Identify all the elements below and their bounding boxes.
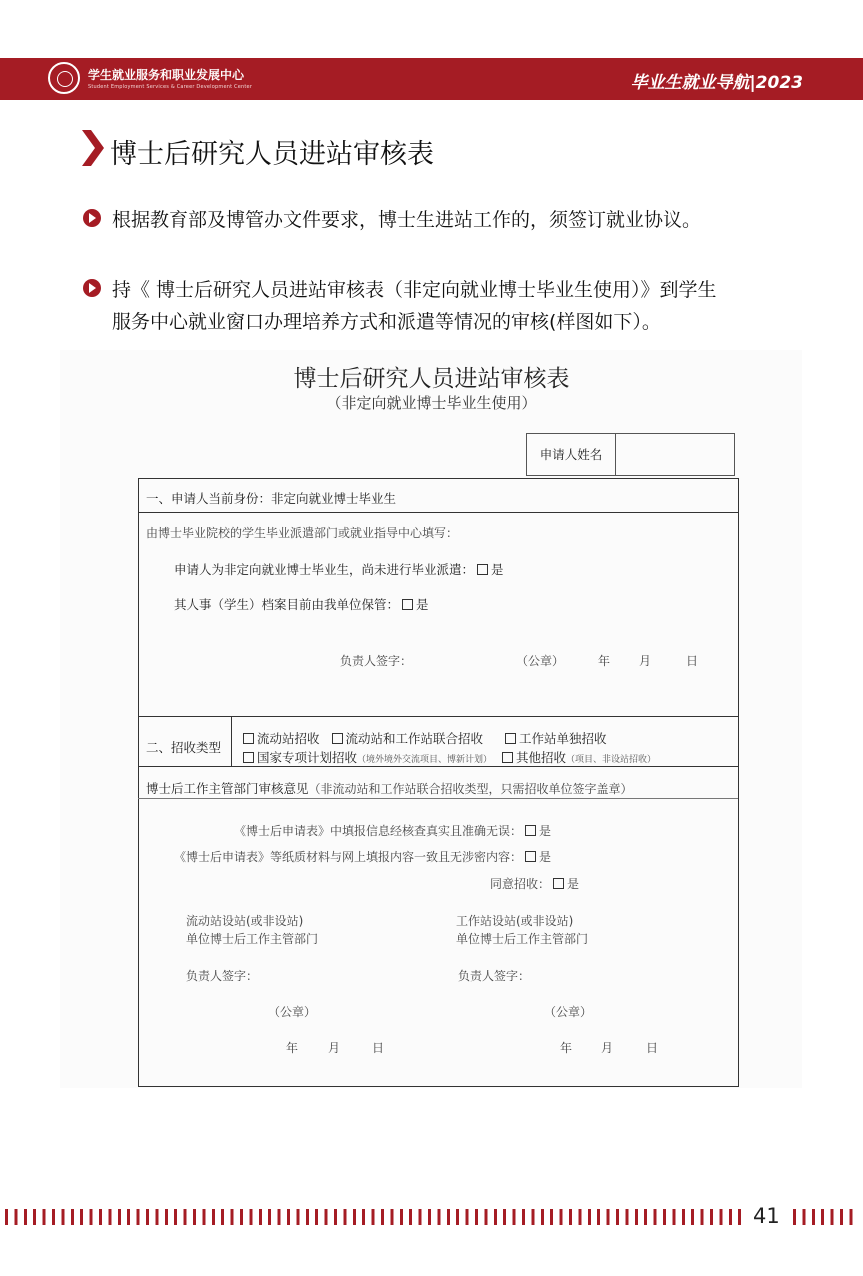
checkbox: [477, 564, 488, 575]
paragraph-2-line-1: 持《 博士后研究人员进站审核表（非定向就业博士毕业生使用）》到学生: [112, 279, 717, 301]
play-bullet-icon: [83, 279, 101, 297]
chevron-right-icon: [82, 130, 104, 166]
checkbox: [243, 752, 254, 763]
date-day: 日: [686, 654, 699, 668]
date-month: 月: [601, 1041, 614, 1055]
checkbox: [525, 825, 536, 836]
footer-decoration: [793, 1209, 855, 1225]
org-name-en: Student Employment Services & Career Development Center: [88, 84, 253, 90]
checkbox: [332, 733, 343, 744]
section3-heading: 博士后工作主管部门审核意见（非流动站和工作站联合招收类型，只需招收单位签字盖章）: [146, 781, 633, 796]
page-title: 博士后研究人员进站审核表: [110, 139, 434, 170]
date-day: 日: [372, 1041, 385, 1055]
section3-check-3: 同意招收： 是: [490, 877, 580, 891]
right-sign-label: 负责人签字：: [458, 969, 531, 983]
form-subtitle: （非定向就业博士毕业生使用）: [326, 394, 537, 412]
section1-question-1: 申请人为非定向就业博士毕业生，尚未进行毕业派遣： 是: [174, 562, 504, 577]
left-seal: （公章）: [268, 1005, 317, 1019]
date-month: 月: [639, 654, 652, 668]
university-logo-icon: [48, 62, 80, 94]
org-name: 学生就业服务和职业发展中心: [88, 68, 245, 82]
section3-check-1: 《博士后申请表》中填报信息经核查真实且准确无误： 是: [234, 824, 552, 838]
divider: [231, 716, 232, 766]
section3-check-2: 《博士后申请表》等纸质材料与网上填报内容一致且无涉密内容： 是: [174, 850, 552, 864]
checkbox: [525, 851, 536, 862]
right-dept-line-2: 单位博士后工作主管部门: [456, 932, 589, 946]
date-year: 年: [286, 1041, 299, 1055]
section1-question-2: 其人事（学生）档案目前由我单位保管： 是: [174, 597, 429, 612]
checkbox: [243, 733, 254, 744]
checkbox: [502, 752, 513, 763]
left-sign-label: 负责人签字：: [186, 969, 259, 983]
divider: [138, 798, 738, 799]
divider: [138, 1086, 738, 1087]
divider: [138, 766, 738, 767]
applicant-name-label: 申请人姓名: [527, 434, 616, 475]
divider: [138, 512, 738, 513]
date-day: 日: [646, 1041, 659, 1055]
page-number: 41: [753, 1204, 780, 1228]
applicant-name-box: [526, 433, 735, 476]
checkbox: [505, 733, 516, 744]
section1-seal: （公章）: [516, 654, 565, 668]
checkbox: [402, 599, 413, 610]
paragraph-1: 根据教育部及博管办文件要求，博士生进站工作的，须签订就业协议。: [112, 209, 702, 231]
checkbox: [553, 878, 564, 889]
play-bullet-icon: [83, 209, 101, 227]
divider: [138, 716, 738, 717]
section2-options-row-1: 流动站招收 流动站和工作站联合招收 工作站单独招收: [240, 729, 607, 747]
footer-decoration: [5, 1209, 745, 1225]
right-dept-line-1: 工作站设站(或非设站): [456, 914, 574, 928]
section2-heading: 二、招收类型: [146, 740, 222, 755]
guide-title: 毕业生就业导航|2023: [630, 73, 803, 93]
section1-sign-label: 负责人签字：: [340, 654, 413, 668]
left-dept-line-2: 单位博士后工作主管部门: [186, 932, 319, 946]
form-title: 博士后研究人员进站审核表: [293, 366, 570, 392]
left-dept-line-1: 流动站设站(或非设站): [186, 914, 304, 928]
date-month: 月: [328, 1041, 341, 1055]
paragraph-2-line-2: 服务中心就业窗口办理培养方式和派遣等情况的审核(样图如下）。: [112, 311, 661, 333]
date-year: 年: [560, 1041, 573, 1055]
section2-options-row-2: 国家专项计划招收（境外境外交流项目、博新计划） 其他招收（项目、非设站招收）: [240, 748, 656, 766]
section1-heading: 一、申请人当前身份：非定向就业博士毕业生: [146, 491, 397, 506]
section1-intro: 由博士毕业院校的学生毕业派遣部门或就业指导中心填写：: [146, 526, 459, 540]
date-year: 年: [598, 654, 611, 668]
right-seal: （公章）: [544, 1005, 593, 1019]
